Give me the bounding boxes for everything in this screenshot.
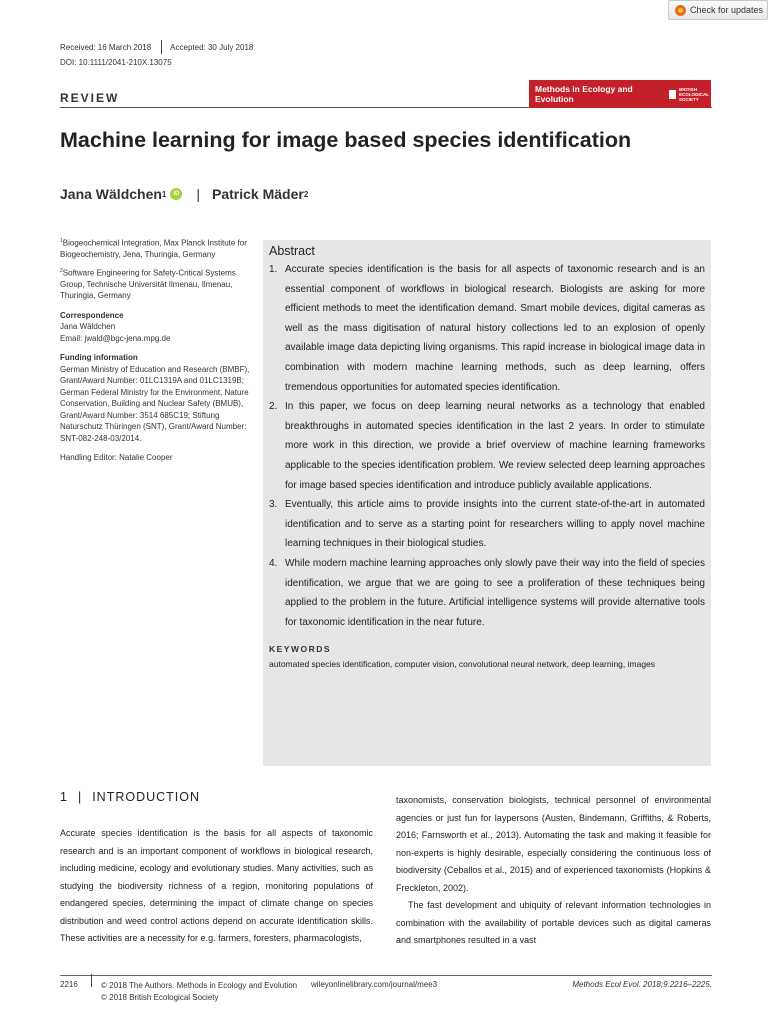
abstract-item-number: 4. bbox=[269, 557, 278, 569]
funding-text: German Ministry of Education and Research (BMBF), Grant/Award Number: 01LC1319A and 01LC1319B; German Federal Ministry for the Environment, Nature Conservation, Building and Nuclear Safety (BMUB), Grant/Award Number: 3514 685C19; Stiftung Naturschutz Thüringen (SNT), Grant/Award Number: SNT-082-248-03/2014. bbox=[60, 364, 250, 443]
abstract-item bbox=[269, 397, 705, 495]
footer-rule bbox=[60, 975, 712, 976]
affiliation-marker: 1 bbox=[60, 238, 63, 244]
check-for-updates-label: Check for updates bbox=[690, 5, 764, 15]
section-label: REVIEW bbox=[60, 91, 120, 105]
correspondence-details bbox=[60, 321, 255, 344]
society-line-2: ECOLOGICAL bbox=[679, 91, 709, 97]
orcid-icon[interactable]: iD bbox=[170, 188, 182, 200]
section-title: INTRODUCTION bbox=[92, 790, 201, 804]
abstract-item-number: 3. bbox=[269, 499, 278, 511]
correspondence-heading: Correspondence bbox=[60, 310, 124, 320]
author-affiliation-marker: 2 bbox=[303, 189, 309, 199]
affiliation bbox=[60, 266, 255, 302]
page-number: 2216 bbox=[60, 980, 78, 989]
abstract-heading: Abstract bbox=[269, 244, 315, 258]
date-divider bbox=[161, 40, 162, 54]
author-separator: | bbox=[196, 186, 201, 202]
abstract-item-text: Eventually, this article aims to provide insights into the current state-of-the-art in automated identification and to serve as a starting point for researchers willing to apply novel machine learning techniques in their biological studies. bbox=[285, 499, 705, 550]
author-list bbox=[60, 186, 308, 202]
author-name[interactable]: Patrick Mäder bbox=[212, 186, 304, 202]
journal-logo bbox=[529, 80, 711, 108]
author-affiliation-marker: 1 bbox=[161, 189, 167, 199]
society-line-1: BRITISH bbox=[679, 86, 697, 92]
article-dates bbox=[60, 40, 253, 54]
journal-name: Methods in Ecology and Evolution bbox=[535, 84, 633, 104]
correspondence-name: Jana Wäldchen bbox=[60, 322, 116, 332]
author-name[interactable]: Jana Wäldchen bbox=[60, 186, 162, 202]
affiliation bbox=[60, 236, 255, 261]
abstract-item-text: While modern machine learning approaches only slowly pave their way into the field of species identification, we argue that we are going to see a proliferation of these techniques being applied to the problem in the future. Artificial intelligence systems will provide alternative tools for taxonomic identification in the near future. bbox=[285, 557, 705, 628]
affiliation-marker: 2 bbox=[60, 267, 63, 274]
abstract-item bbox=[269, 260, 705, 397]
accepted-date: Accepted: 30 July 2018 bbox=[170, 42, 254, 52]
society-line-3: SOCIETY bbox=[679, 96, 699, 102]
crossmark-icon bbox=[675, 5, 686, 16]
body-column-right bbox=[396, 792, 711, 950]
funding-heading: Funding information bbox=[60, 353, 138, 363]
section-separator: | bbox=[77, 790, 83, 804]
abstract-item bbox=[269, 554, 705, 632]
section-heading-introduction bbox=[60, 790, 200, 804]
article-sidebar bbox=[60, 236, 255, 469]
section-number: 1 bbox=[60, 790, 68, 804]
article-title: Machine learning for image based species identification bbox=[60, 128, 632, 152]
affiliation-text: Biogeochemical Integration, Max Planck Institute for Biogeochemistry, Jena, Thuringia, Germany bbox=[60, 238, 247, 260]
doi[interactable]: DOI: 10.1111/2041-210X.13075 bbox=[60, 58, 172, 67]
society-mark-icon bbox=[669, 90, 676, 99]
body-paragraph: The fast development and ubiquity of relevant information technologies in combination with the availability of portable devices such as digital cameras and smartphones resulted in a vast bbox=[396, 900, 711, 945]
abstract-list bbox=[269, 260, 705, 632]
copyright-notice: © 2018 The Authors. Methods in Ecology and Evolution © 2018 British Ecological Society bbox=[101, 981, 298, 1002]
society-logo bbox=[669, 87, 709, 102]
affiliation-text: Software Engineering for Safety-Critical Systems Group, Technische Universität Ilmenau, Ilmenau, Thuringia, Germany bbox=[60, 268, 236, 301]
correspondence-email[interactable]: Email: jwald@bgc-jena.mpg.de bbox=[60, 333, 171, 343]
keywords-heading: KEYWORDS bbox=[269, 644, 332, 655]
abstract-item-number: 1. bbox=[269, 264, 278, 275]
abstract-item-number: 2. bbox=[269, 401, 278, 413]
check-for-updates-button[interactable] bbox=[668, 0, 768, 20]
abstract-box bbox=[263, 240, 711, 766]
body-paragraph: taxonomists, conservation biologists, technical personnel of environmental agencies or just fun for laypersons (Austen, Bindemann, Griffiths, & Roberts, 2016; Farnsworth et al., 2013). Automating the task and making it feasible for non-experts is highly desirable, especially considering the continuous loss of biodiversity (Ceballos et al., 2015) and of experienced taxonomists (Hopkins & Freckleton, 2002). bbox=[396, 795, 711, 893]
journal-url[interactable]: wileyonlinelibrary.com/journal/mee3 bbox=[311, 980, 438, 989]
handling-editor: Handling Editor: Natalie Cooper bbox=[60, 453, 173, 463]
footer-divider bbox=[91, 974, 92, 987]
society-text bbox=[679, 87, 709, 102]
abstract-item-text: Accurate species identification is the basis for all aspects of taxonomic research and is an essential component of workflows in biological research. Biologists are asking for more efficient methods to meet the identification demand. Smart mobile devices, digital cameras as well as the mass digitisation of natural history collections led to an explosion of openly available image data depicting living organisms. This rapid increase in biological image data in combination with modern machine learning methods, such as deep learning, offers tremendous opportunities for automated species identification. bbox=[285, 264, 705, 393]
abstract-item bbox=[269, 495, 705, 554]
citation bbox=[572, 980, 712, 989]
body-column-left bbox=[60, 825, 373, 948]
body-paragraph: Accurate species identification is the basis for all aspects of taxonomic research and is an important component of workflows in biological research, including medicine, ecology and evolutionary studies. Many activities, such as studying the biodiversity richness of a region, monitoring populations of endangered species, determining the impact of climate change on species distribution and weed control actions depend on accurate identification skills. These activities are a necessity for e.g. farmers, foresters, pharmacologists, bbox=[60, 828, 373, 943]
received-date: Received: 16 March 2018 bbox=[60, 42, 152, 52]
abstract-item-text: In this paper, we focus on deep learning neural networks as a technology that enabled breakthroughs in automated species identification in the last 2 years. In order to stimulate more work in this direction, we provide a brief overview of machine learning frameworks applicable to the species identification problem. We review selected deep learning approaches for image based species identification and introduce publicly available applications. bbox=[285, 401, 705, 491]
keywords-list: automated species identification, computer vision, convolutional neural network, deep learning, images bbox=[269, 659, 656, 670]
citation-text: Methods Ecol Evol. 2018;9:2216–2225. bbox=[572, 980, 712, 989]
